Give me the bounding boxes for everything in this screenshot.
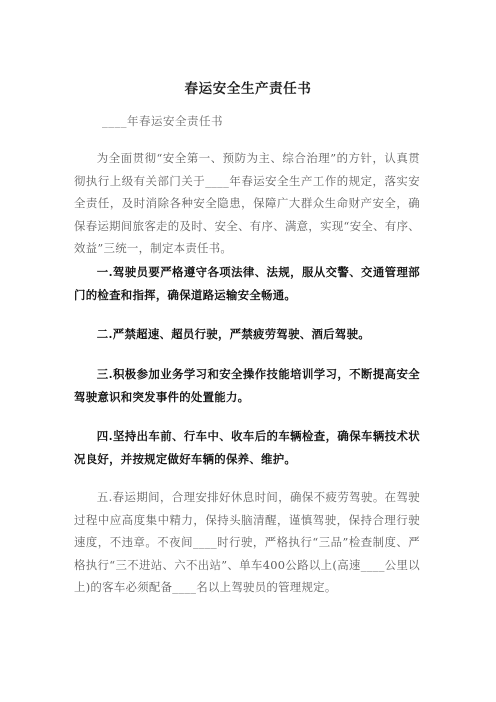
clause-1: 一.驾驶员要严格遵守各项法律、法规，服从交警、交通管理部门的检查和指挥，确保道路运输安全畅通。	[74, 265, 420, 302]
document-title: 春运安全生产责任书	[184, 81, 312, 97]
clause-4: 四.坚持出车前、行车中、收车后的车辆检查，确保车辆技术状况良好，并按规定做好车辆的保养、维护。	[74, 429, 420, 466]
document-subtitle: ____年春运安全责任书	[102, 114, 223, 128]
intro-paragraph: 为全面贯彻“安全第一、预防为主、综合治理”的方针，认真贯彻执行上级有关部门关于____年春运安全生产工作的规定，落实安全责任，及时消除各种安全隐患，保障广大群众生命财产安全，确保春运期间旅客走的及时、安全、有序、满意，实现“安全、有序、效益”三统一，制定本责任书。	[74, 151, 420, 256]
clause-5: 五.春运期间，合理安排好休息时间，确保不疲劳驾驶。在驾驶过程中应高度集中精力，保持头脑清醒，谨慎驾驶，保持合理行驶速度，不违章。不夜间____时行驶，严格执行“三品”检查制度、严格执行“三不进站、六不出站”、单车400公路以上(高速____公里以上)的客车必须配备____名以上驾驶员的管理规定。	[74, 490, 420, 595]
clause-2: 二.严禁超速、超员行驶，严禁疲劳驾驶、酒后驾驶。	[96, 327, 370, 341]
clause-3: 三.积极参加业务学习和安全操作技能培训学习，不断提高安全驾驶意识和突发事件的处置能力。	[74, 367, 420, 404]
